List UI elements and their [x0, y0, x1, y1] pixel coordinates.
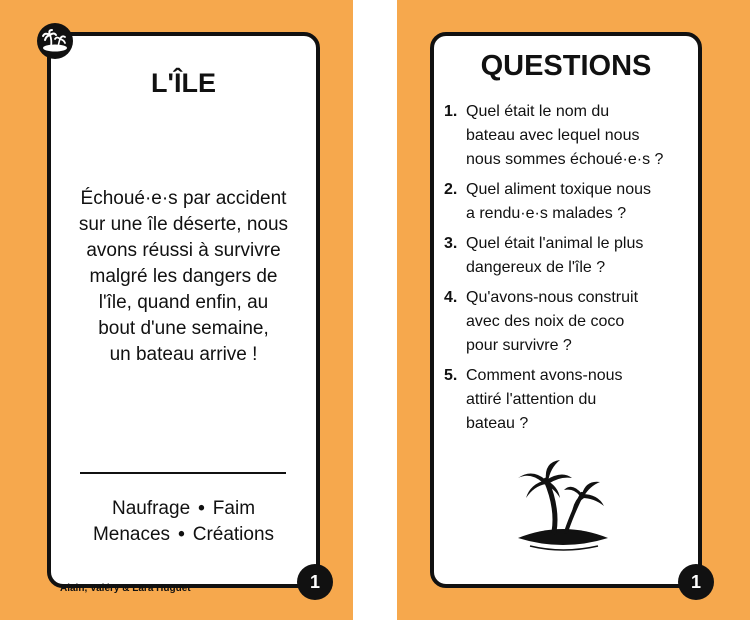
- palm-island-illustration: [508, 458, 618, 558]
- card-number-badge: 1: [297, 564, 333, 600]
- question-number: 5.: [444, 367, 458, 384]
- question-line: Comment avons-nous: [466, 367, 623, 384]
- theme-tag: Créations: [192, 524, 275, 545]
- story-text: [47, 186, 320, 368]
- card-title: L'ÎLE: [151, 68, 216, 98]
- question-line: bateau ?: [466, 415, 529, 432]
- questions-title: QUESTIONS: [480, 50, 652, 82]
- question-line: nous sommes échoué·e·s ?: [466, 151, 664, 168]
- question-item: [444, 178, 704, 226]
- question-number: 2.: [444, 181, 458, 198]
- question-number: 3.: [444, 235, 458, 252]
- theme-tags: [47, 496, 320, 548]
- question-line: Quel était le nom du: [466, 103, 610, 120]
- question-line: bateau avec lequel nous: [466, 127, 640, 144]
- story-line: malgré les dangers de: [89, 266, 278, 287]
- story-line: bout d'une semaine,: [98, 318, 269, 339]
- question-line: attiré l'attention du: [466, 391, 597, 408]
- story-line: l'île, quand enfin, au: [98, 292, 269, 313]
- theme-tag: Naufrage: [111, 498, 191, 519]
- question-line: dangereux de l'île ?: [466, 259, 606, 276]
- question-line: Quel était l'animal le plus: [466, 235, 644, 252]
- question-item: [444, 232, 704, 280]
- author-credits: Alain, Valéry & Lara Huguet: [60, 583, 191, 594]
- bullet-separator: •: [198, 498, 205, 519]
- question-line: Qu'avons-nous construit: [466, 289, 639, 306]
- story-line: sur une île déserte, nous: [78, 214, 289, 235]
- question-line: pour survivre ?: [466, 337, 572, 354]
- theme-tag: Menaces: [92, 524, 171, 545]
- questions-list: [444, 100, 704, 442]
- question-number: 4.: [444, 289, 458, 306]
- palm-island-icon: [37, 23, 73, 59]
- question-item: [444, 364, 704, 436]
- card-number-badge: 1: [678, 564, 714, 600]
- question-line: a rendu·e·s malades ?: [466, 205, 627, 222]
- question-line: avec des noix de coco: [466, 313, 625, 330]
- question-item: [444, 286, 704, 358]
- question-line: Quel aliment toxique nous: [466, 181, 651, 198]
- question-number: 1.: [444, 103, 458, 120]
- story-line: avons réussi à survivre: [86, 240, 281, 261]
- divider-line: [80, 472, 286, 474]
- story-line: un bateau arrive !: [109, 344, 258, 365]
- theme-tag: Faim: [212, 498, 256, 519]
- question-item: [444, 100, 704, 172]
- story-line: Échoué·e·s par accident: [80, 188, 287, 209]
- bullet-separator: •: [178, 524, 185, 545]
